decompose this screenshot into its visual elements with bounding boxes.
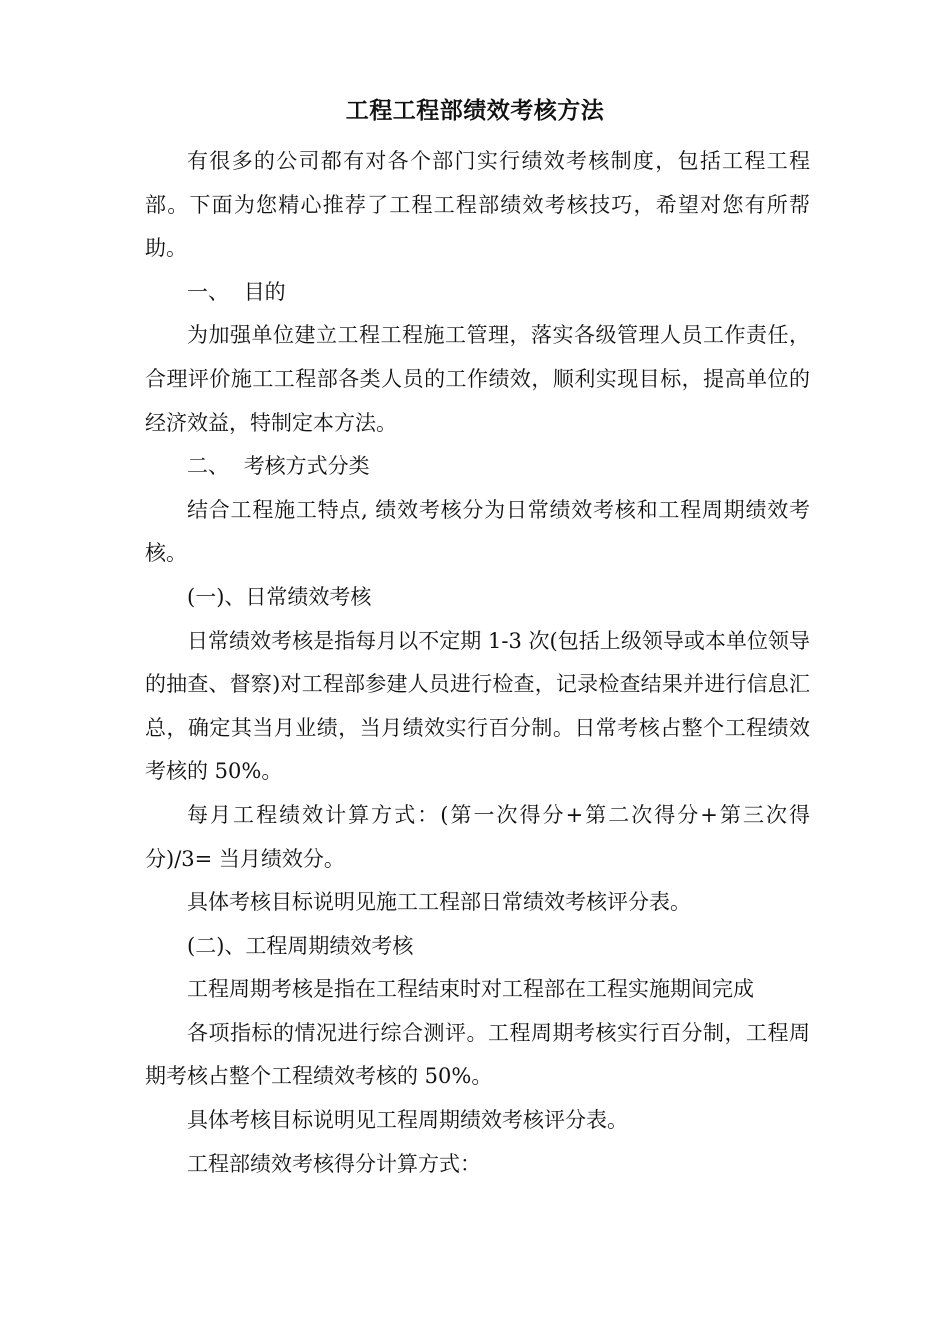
section-1-paragraph: 为加强单位建立工程工程施工管理，落实各级管理人员工作责任，合理评价施工工程部各类人员的工作绩效，顺利实现目标，提高单位的经济效益，特制定本方法。 [145, 323, 810, 435]
subsection-2-paragraph-rest: 各项指标的情况进行综合测评。工程周期考核实行百分制，工程周期考核占整个工程绩效考核的 50%。 [145, 1020, 810, 1089]
intro-paragraph: 有很多的公司都有对各个部门实行绩效考核制度，包括工程工程部。下面为您精心推荐了工程工程部绩效考核技巧，希望对您有所帮助。 [145, 149, 810, 261]
section-2-paragraph: 结合工程施工特点, 绩效考核分为日常绩效考核和工程周期绩效考核。 [145, 497, 810, 566]
section-1-heading [145, 271, 810, 315]
section-2-heading [145, 445, 810, 489]
document-title: 工程工程部绩效考核方法 [345, 98, 605, 124]
subsection-1-paragraph: 日常绩效考核是指每月以不定期 1-3 次(包括上级领导或本单位领导的抽查、督察)对工程部参建人员进行检查，记录检查结果并进行信息汇总，确定其当月业绩，当月绩效实行百分制。日常考核占整个工程绩效考核的 50%。 [145, 628, 810, 784]
section-2-title: 考核方式分类 [243, 454, 370, 479]
subsection-2-heading: (二)、工程周期绩效考核 [187, 933, 414, 958]
subsection-1-heading: (一)、日常绩效考核 [187, 584, 372, 609]
document-body [145, 140, 810, 1186]
subsection-1-formula: 每月工程绩效计算方式：(第一次得分+第二次得分+第三次得分)/3= 当月绩效分。 [145, 802, 810, 871]
section-1-number: 一、 [187, 279, 229, 304]
section-1-title: 目的 [243, 279, 286, 304]
section-2-number: 二、 [187, 454, 229, 479]
calculation-heading: 工程部绩效考核得分计算方式： [187, 1151, 481, 1176]
subsection-2-note: 具体考核目标说明见工程周期绩效考核评分表。 [187, 1108, 628, 1133]
subsection-2-paragraph-line1: 工程周期考核是指在工程结束时对工程部在工程实施期间完成 [187, 977, 754, 1002]
subsection-1-note: 具体考核目标说明见施工工程部日常绩效考核评分表。 [187, 890, 691, 915]
